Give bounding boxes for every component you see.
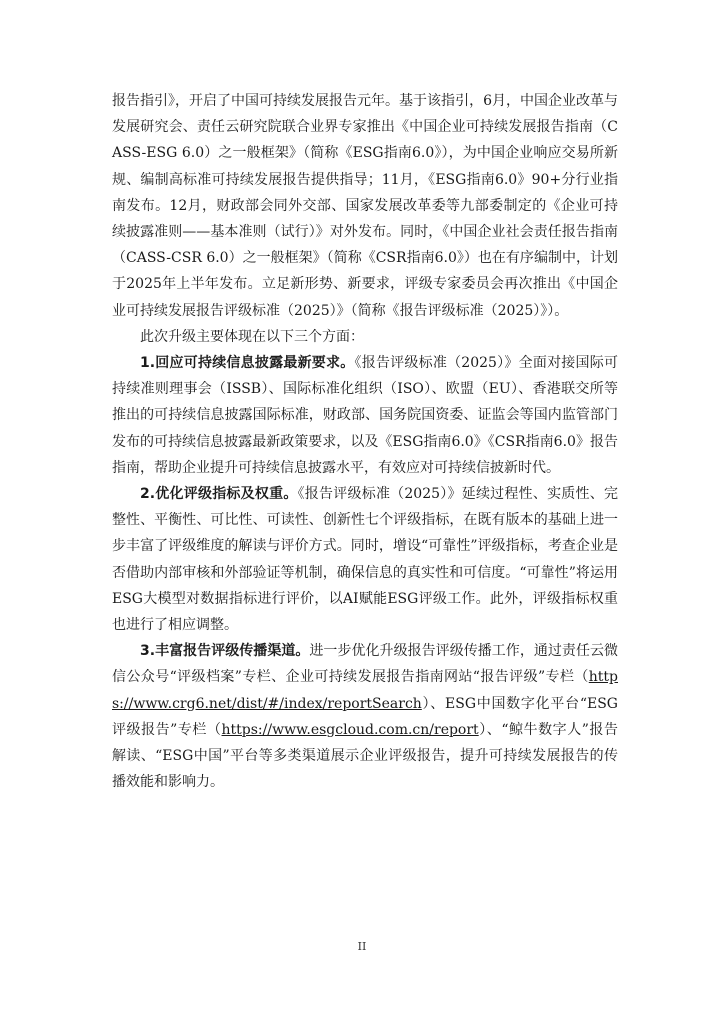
item-1-heading: 1.回应可持续信息披露最新要求。 (140, 355, 355, 372)
esgcloud-report-link[interactable]: https://www.esgcloud.com.cn/report (221, 721, 479, 738)
item-3-body-part3: ）、“鲸牛数字人”报告解读、“ESG中国”平台等多类渠道展示企业评级报告，提升可持续发展报告的传播效能和影响力。 (112, 721, 618, 791)
page-number: II (357, 940, 367, 953)
item-3-paragraph (112, 638, 618, 795)
item-3-body-part1: 进一步优化升级报告评级传播工作，通过责任云微信公众号“评级档案”专栏、企业可持续发展报告指南网站“报告评级”专栏（ (112, 643, 619, 686)
item-1-body: 《报告评级标准（2025）》全面对接国际可持续准则理事会（ISSB）、国际标准化组织（ISO）、欧盟（EU）、香港联交所等推出的可持续信息披露国际标准，财政部、国务院国资委、证监会等国内监管部门发布的可持续信息披露最新政策要求，以及《ESG指南6.0》《CSR指南6.0》报告指南，帮助企业提升可持续信息披露水平，有效应对可持续信披新时代。 (112, 355, 618, 476)
item-2-heading: 2.优化评级指标及权重。 (140, 486, 298, 503)
item-2-paragraph (112, 481, 618, 638)
report-search-link[interactable]: https://www.crg6.net/dist/#/index/reportSearch (112, 669, 618, 712)
document-page (112, 88, 618, 795)
item-1-paragraph (112, 350, 618, 481)
intro-paragraph: 报告指引》，开启了中国可持续发展报告元年。基于该指引，6月，中国企业改革与发展研究会、责任云研究院联合业界专家推出《中国企业可持续发展报告指南（CASS-ESG 6.0）之一般框架》（简称《ESG指南6.0》），为中国企业响应交易所新规、编制高标准可持续发展报告提供指导；11月，《ESG指南6.0》90+分行业指南发布。12月，财政部会同外交部、国家发展改革委等九部委制定的《企业可持续披露准则——基本准则（试行）》对外发布。同时，《中国企业社会责任报告指南（CASS-CSR 6.0）之一般框架》（简称《CSR指南6.0》）也在有序编制中，计划于2025年上半年发布。立足新形势、新要求，评级专家委员会再次推出《中国企业可持续发展报告评级标准（2025）》（简称《报告评级标准（2025）》）。 (112, 93, 618, 319)
item-2-body: 《报告评级标准（2025）》延续过程性、实质性、完整性、平衡性、可比性、可读性、创新性七个评级指标，在既有版本的基础上进一步丰富了评级维度的解读与评价方式。同时，增设“可靠性”评级指标，考查企业是否借助内部审核和外部验证等机制，确保信息的真实性和可信度。“可靠性”将运用ESG大模型对数据指标进行评价，以AI赋能ESG评级工作。此外，评级指标权重也进行了相应调整。 (112, 486, 618, 634)
summary-paragraph: 此次升级主要体现在以下三个方面： (140, 328, 364, 345)
item-3-body-part2: ）、ESG中国数字化平台“ESG评级报告”专栏（ (112, 695, 618, 738)
item-3-heading: 3.丰富报告评级传播渠道。 (140, 643, 310, 660)
